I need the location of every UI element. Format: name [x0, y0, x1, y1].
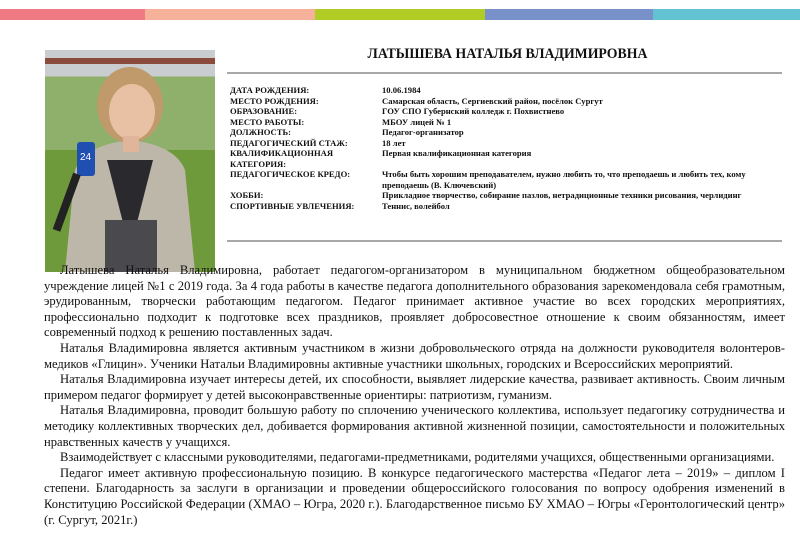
stripe-segment	[485, 9, 653, 20]
info-value: Самарская область, Сергиевский район, посёлок Сургут	[382, 95, 603, 106]
portrait-photo	[45, 50, 215, 272]
stripe-segment	[315, 9, 485, 20]
info-label: КВАЛИФИКАЦИОННАЯ КАТЕГОРИЯ:	[230, 148, 334, 169]
info-row	[230, 169, 792, 190]
stripe-segment	[145, 9, 315, 20]
paragraph: Наталья Владимировна, проводит большую работу по сплочению ученического коллектива, использует педагогику сотрудничества и методику коллективных творческих дел, добивается формирования активной жизненной позиции, самостоятельности и положительных нравственных качеств у учащихся.	[44, 403, 785, 449]
info-label: СПОРТИВНЫЕ УВЛЕЧЕНИЯ:	[230, 200, 355, 211]
info-row	[230, 117, 792, 128]
info-row	[230, 190, 792, 201]
info-row	[230, 85, 792, 96]
info-value: ГОУ СПО Губернский колледж г. Похвистнево	[382, 106, 565, 116]
biography-text	[44, 263, 785, 528]
paragraph: Наталья Владимировна является активным участником в жизни добровольческого отряда на должности руководителя волонтеров-медиков «Глицин». Ученики Натальи Владимировны активные участники школьных, городских и Всероссийских мероприятий.	[44, 340, 785, 371]
info-label: МЕСТО РАБОТЫ:	[230, 116, 305, 127]
info-label: ПЕДАГОГИЧЕСКИЙ СТАЖ:	[230, 137, 348, 148]
info-row	[230, 106, 792, 117]
divider	[227, 72, 782, 74]
info-value: Первая квалификационная категория	[382, 148, 532, 158]
stripe-segment	[0, 9, 145, 20]
info-value: 18 лет	[382, 137, 406, 148]
info-label: ДОЛЖНОСТЬ:	[230, 127, 292, 137]
info-table	[230, 85, 792, 211]
info-value: МБОУ лицей № 1	[382, 116, 452, 127]
info-row	[230, 138, 792, 149]
info-row	[230, 148, 792, 169]
info-value: Прикладное творчество, собирание пазлов, нетрадиционные техники рисования, черлидинг	[382, 190, 742, 200]
info-value: 10.06.1984	[382, 85, 421, 95]
info-row	[230, 201, 792, 212]
paragraph: Педагог имеет активную профессиональную позицию. В конкурсе педагогического мастерства «Педагог лета – 2019» – диплом I степени. Благодарность за заслуги в организации и проведении общероссийского голосования по вопросу одобрения изменений в Конституцию Российской Федерации (ХМАО – Югра, 2020 г.). Благодарственное письмо БУ ХМАО – Югры «Геронтологический центр» (г. Сургут, 2021г.)	[44, 465, 785, 527]
stripe-segment	[653, 9, 800, 20]
mic-label: 24	[80, 152, 92, 163]
paragraph: Латышева Наталья Владимировна, работает педагогом-организатором в муниципальном бюджетном общеобразовательном учреждение лицей №1 с 2019 года. За 4 года работы в качестве педагога дополнительного образования зарекомендовала себя грамотным, эрудированным, творчески работающим педагогом. Педагог принимает активное участие во всех городских мероприятиях, профессионально подходит к подготовке всех праздников, проявляет добросовестное отношение к своим обязанностям, имеет современный подход к решению поставленных задач.	[44, 263, 785, 340]
info-row	[230, 127, 792, 138]
paragraph: Наталья Владимировна изучает интересы детей, их способности, выявляет лидерские качества, развивает активность. Своим личным примером педагог формирует у детей высоконравственные ориентиры: патриотизм, гуманизм.	[44, 372, 785, 402]
info-label: ДАТА РОЖДЕНИЯ:	[230, 85, 310, 95]
info-value: Педагог-организатор	[382, 127, 464, 137]
info-label: ПЕДАГОГИЧЕСКОЕ КРЕДО:	[230, 169, 351, 179]
divider	[227, 240, 782, 242]
info-label: ХОББИ:	[230, 190, 264, 200]
info-value: Чтобы быть хорошим преподавателем, нужно любить то, что преподаешь и любить тех, кому преподаешь (В. Ключевский)	[382, 169, 746, 190]
paragraph: Взаимодействует с классными руководителями, педагогами-предметниками, родителями учащихся, общественными организациями.	[60, 450, 775, 465]
page-title: ЛАТЫШЕВА НАТАЛЬЯ ВЛАДИМИРОВНА	[367, 46, 648, 62]
info-label: ОБРАЗОВАНИЕ:	[230, 106, 298, 116]
info-row	[230, 96, 792, 107]
info-value: Теннис, волейбол	[382, 200, 450, 211]
info-label: МЕСТО РОЖДЕНИЯ:	[230, 95, 319, 106]
